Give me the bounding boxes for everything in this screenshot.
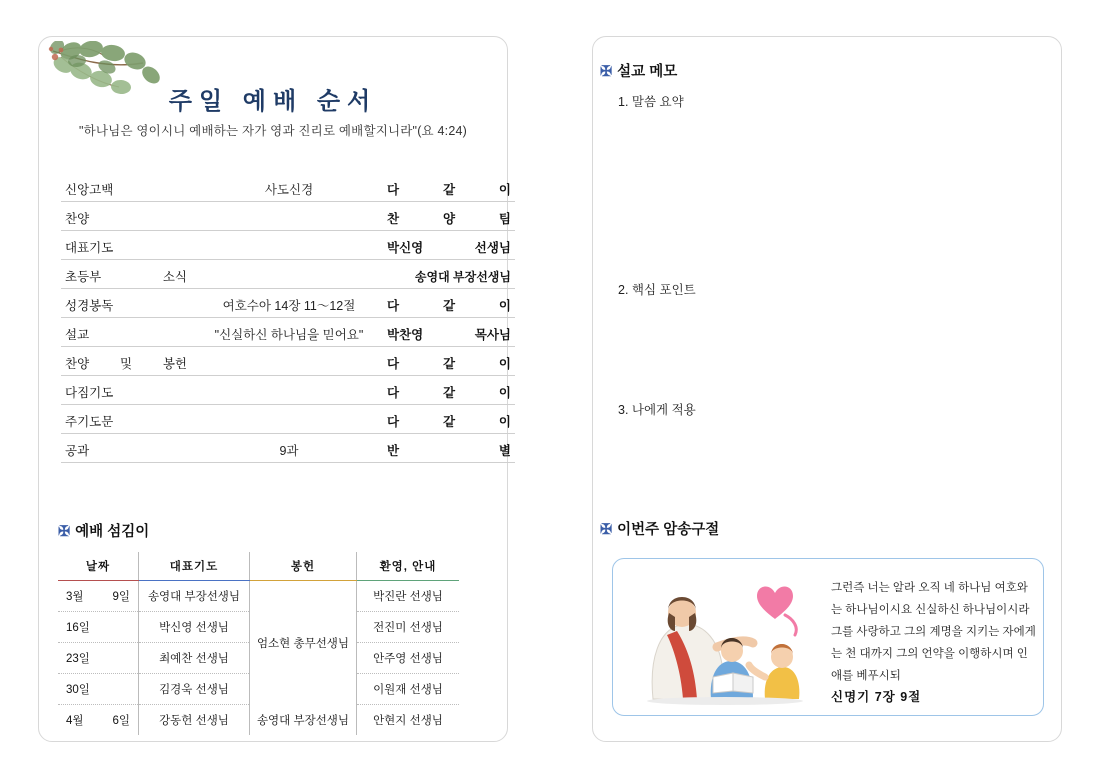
table-row (61, 433, 515, 462)
servant-date (58, 674, 139, 705)
order-item-who: 다 같 이 (381, 346, 515, 375)
servant-prayer: 박신영 선생님 (139, 612, 250, 643)
servant-month: 3월 (66, 591, 84, 603)
column-header-greeting: 환영, 안내 (357, 552, 460, 581)
jesus-with-children-illustration (625, 573, 825, 705)
servants-heading-label: 예배 섬김이 (75, 524, 150, 540)
order-item-who: 다 같 이 (381, 375, 515, 404)
order-item-name: 주기도문 (61, 404, 197, 433)
order-item-name: 초등부 소식 (61, 259, 197, 288)
servant-prayer: 강동헌 선생님 (139, 705, 250, 736)
order-item-detail: 9과 (197, 433, 381, 462)
servant-greeting: 전진미 선생님 (357, 612, 460, 643)
order-item-name: 설교 (61, 317, 197, 346)
servants-table (58, 552, 459, 735)
order-item-detail: 사도신경 (197, 172, 381, 201)
table-row (61, 259, 515, 288)
order-item-detail (197, 259, 381, 288)
sermon-memo-heading (600, 60, 677, 81)
order-item-detail (197, 375, 381, 404)
memo-item-summary: 1. 말씀 요약 (618, 95, 684, 109)
servant-day: 6일 (112, 715, 130, 727)
order-item-name: 다짐기도 (61, 375, 197, 404)
order-item-name: 공과 (61, 433, 197, 462)
memo-item-keypoint: 2. 핵심 포인트 (618, 283, 696, 297)
servant-offering: 엄소현 총무선생님 (250, 581, 357, 705)
page-title: 주일 예배 순서 (168, 88, 378, 115)
memory-verse-heading (600, 518, 719, 539)
theme-verse: "하나님은 영이시니 예배하는 자가 영과 진리로 예배할지니라"(요 4:24) (79, 124, 467, 138)
servant-greeting: 안주영 선생님 (357, 643, 460, 674)
servant-date (58, 705, 139, 736)
cross-icon: ✠ (600, 64, 613, 80)
servant-greeting: 박진란 선생님 (357, 581, 460, 612)
order-item-name: 찬양 및 봉헌 (61, 346, 197, 375)
table-header-row (58, 552, 459, 581)
cross-icon: ✠ (58, 524, 71, 540)
table-row (61, 346, 515, 375)
servant-prayer: 김경욱 선생님 (139, 674, 250, 705)
order-of-worship-table (61, 172, 515, 463)
servant-day: 9일 (112, 591, 130, 603)
servant-prayer: 송영대 부장선생님 (139, 581, 250, 612)
table-row (61, 172, 515, 201)
order-item-detail (197, 346, 381, 375)
column-header-offering: 봉헌 (250, 552, 357, 581)
table-row (61, 404, 515, 433)
order-item-name: 대표기도 (61, 230, 197, 259)
table-row (61, 288, 515, 317)
order-item-detail (197, 404, 381, 433)
order-item-name: 신앙고백 (61, 172, 197, 201)
order-item-detail: "신실하신 하나님을 믿어요" (197, 317, 381, 346)
table-row (61, 375, 515, 404)
order-item-who: 박신영 선생님 (381, 230, 515, 259)
servant-offering: 송영대 부장선생님 (250, 705, 357, 736)
servant-day: 23일 (66, 653, 90, 665)
table-row (58, 705, 459, 736)
order-item-who: 다 같 이 (381, 288, 515, 317)
order-item-detail: 여호수아 14장 11〜12절 (197, 288, 381, 317)
servant-prayer: 최예찬 선생님 (139, 643, 250, 674)
servant-day: 16일 (66, 622, 90, 634)
table-row (61, 201, 515, 230)
column-header-prayer: 대표기도 (139, 552, 250, 581)
memory-verse-heading-label: 이번주 암송구절 (617, 522, 720, 538)
servant-month: 4월 (66, 715, 84, 727)
table-row (61, 230, 515, 259)
order-item-who: 반 별 (381, 433, 515, 462)
memory-verse-reference: 신명기 7장 9절 (831, 690, 922, 704)
servants-heading (58, 520, 149, 541)
order-item-who: 박찬영 목사님 (381, 317, 515, 346)
servant-date (58, 612, 139, 643)
order-item-who: 다 같 이 (381, 172, 515, 201)
column-header-date: 날짜 (58, 552, 139, 581)
order-item-name: 성경봉독 (61, 288, 197, 317)
servant-date (58, 643, 139, 674)
servant-day: 30일 (66, 684, 90, 696)
order-item-who: 송영대 부장선생님 (381, 259, 515, 288)
order-item-who: 찬 양 팀 (381, 201, 515, 230)
cross-icon: ✠ (600, 522, 613, 538)
memo-item-application: 3. 나에게 적용 (618, 403, 696, 417)
servant-greeting: 이원재 선생님 (357, 674, 460, 705)
order-item-who: 다 같 이 (381, 404, 515, 433)
order-item-detail (197, 201, 381, 230)
sermon-memo-heading-label: 설교 메모 (617, 64, 678, 80)
servant-greeting: 안현지 선생님 (357, 705, 460, 736)
order-item-name: 찬양 (61, 201, 197, 230)
memory-verse-box (612, 558, 1044, 716)
table-row (58, 581, 459, 612)
memory-verse-text: 그런즉 너는 알라 오직 네 하나님 여호와는 하나님이시요 신실하신 하나님이시라 그를 사랑하고 그의 계명을 지키는 자에게는 천 대까지 그의 언약을 이행하시며 인애를 베푸시되 (831, 582, 1036, 682)
order-item-detail (197, 230, 381, 259)
table-row (61, 317, 515, 346)
servant-date (58, 581, 139, 612)
